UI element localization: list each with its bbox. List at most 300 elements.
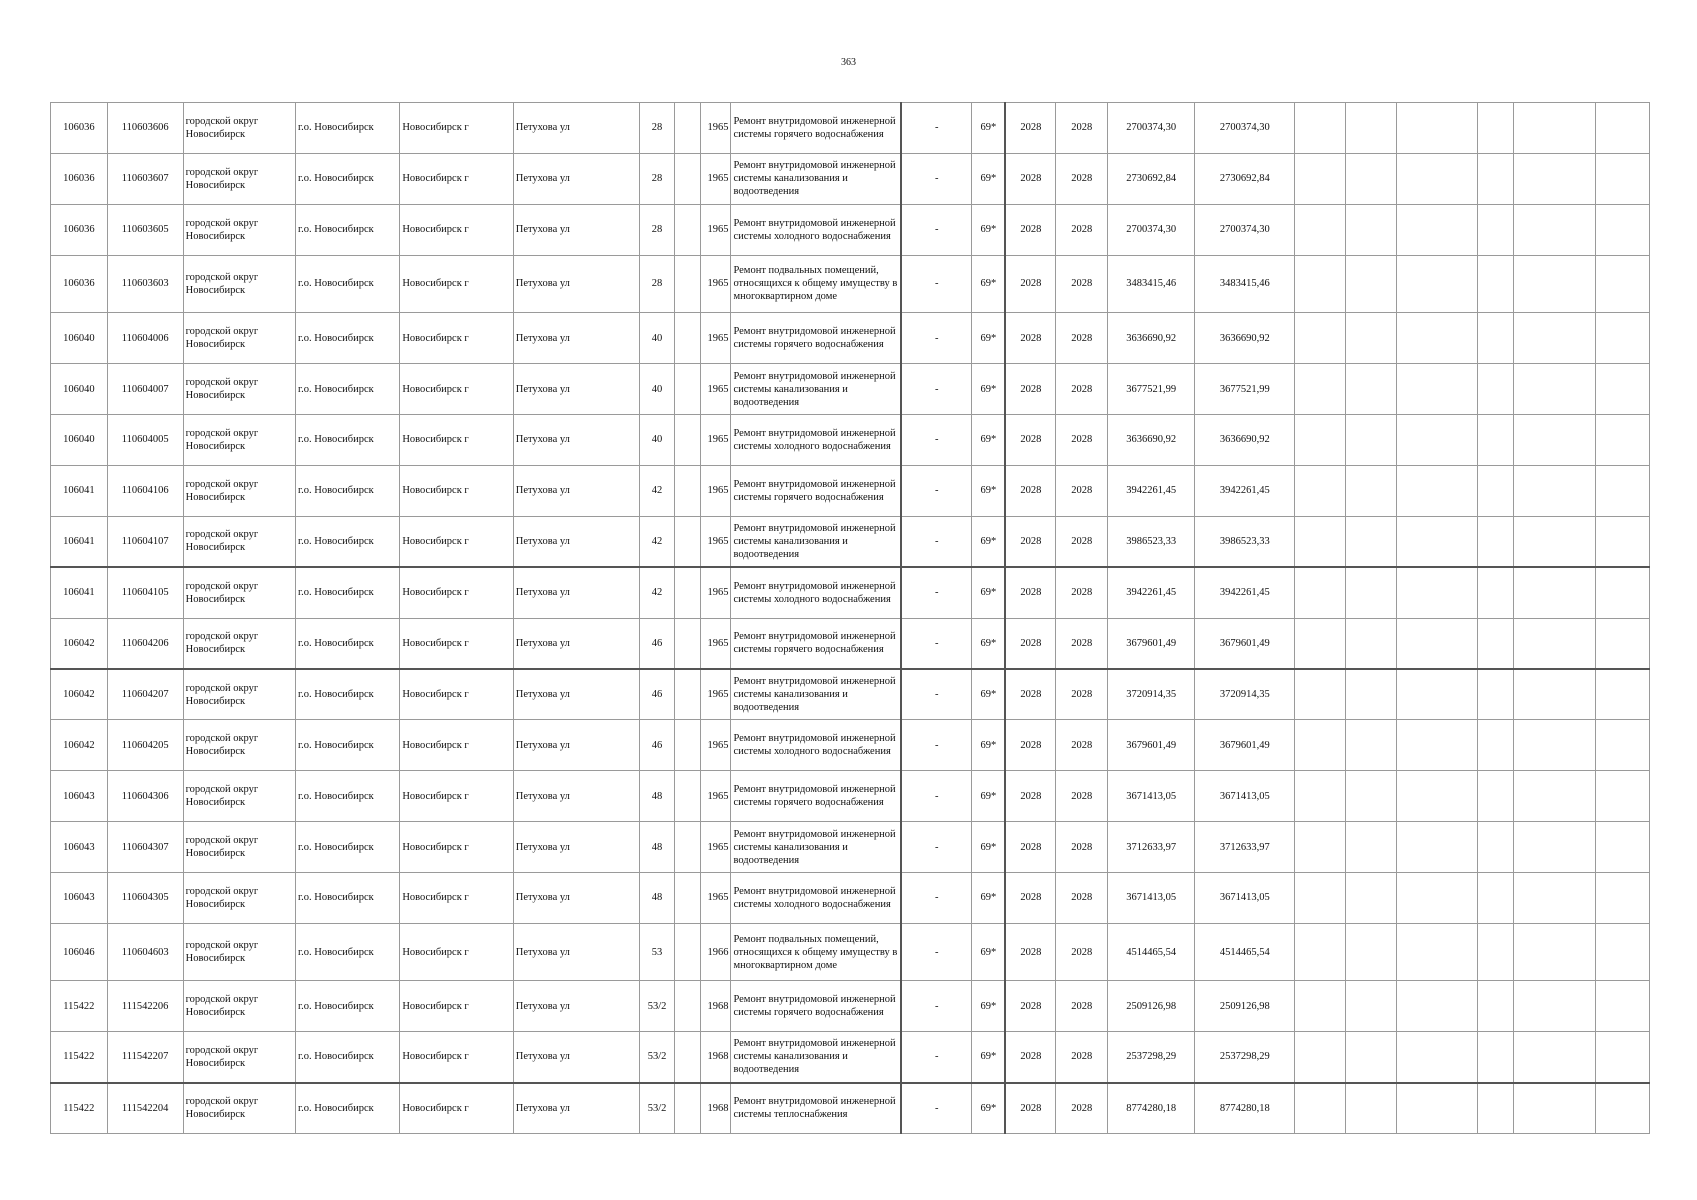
cell-dash: -	[901, 669, 972, 720]
cell-empty	[1477, 1032, 1513, 1083]
cell-year: 1965	[701, 567, 731, 618]
cell-y1: 2028	[1005, 204, 1056, 255]
cell-dash: -	[901, 204, 972, 255]
cell-work: Ремонт внутридомовой инженерной системы холодного водоснабжения	[731, 720, 901, 771]
cell-term: 69*	[972, 103, 1005, 154]
table-row	[51, 414, 1650, 465]
cell-empty	[674, 1032, 700, 1083]
cell-year: 1965	[701, 872, 731, 923]
table-row	[51, 103, 1650, 154]
repair-plan-table	[50, 102, 1650, 1134]
cell-sum2: 2537298,29	[1195, 1032, 1295, 1083]
cell-empty	[674, 720, 700, 771]
cell-code: 110604106	[107, 465, 183, 516]
cell-y2: 2028	[1056, 822, 1108, 873]
cell-empty	[1514, 981, 1596, 1032]
cell-work: Ремонт внутридомовой инженерной системы канализования и водоотведения	[731, 516, 901, 567]
cell-empty	[1514, 153, 1596, 204]
cell-work: Ремонт внутридомовой инженерной системы канализования и водоотведения	[731, 669, 901, 720]
cell-district: городской округ Новосибирск	[183, 1032, 295, 1083]
cell-empty	[1477, 465, 1513, 516]
cell-empty	[1596, 364, 1650, 415]
cell-district: городской округ Новосибирск	[183, 872, 295, 923]
cell-y1: 2028	[1005, 1083, 1056, 1134]
cell-y2: 2028	[1056, 872, 1108, 923]
cell-empty	[1477, 414, 1513, 465]
cell-street: Петухова ул	[513, 364, 640, 415]
cell-y1: 2028	[1005, 822, 1056, 873]
cell-term: 69*	[972, 567, 1005, 618]
table-row	[51, 465, 1650, 516]
cell-empty	[1596, 923, 1650, 981]
cell-empty	[1346, 618, 1397, 669]
cell-sum1: 2730692,84	[1108, 153, 1195, 204]
cell-empty	[1596, 1083, 1650, 1134]
page-number: 363	[841, 57, 856, 68]
cell-empty	[1596, 720, 1650, 771]
cell-year: 1965	[701, 618, 731, 669]
cell-id: 106043	[51, 872, 108, 923]
cell-sum1: 2537298,29	[1108, 1032, 1195, 1083]
cell-empty	[1396, 720, 1477, 771]
cell-empty	[1596, 204, 1650, 255]
cell-sum2: 3942261,45	[1195, 465, 1295, 516]
cell-sum1: 8774280,18	[1108, 1083, 1195, 1134]
cell-district: городской округ Новосибирск	[183, 923, 295, 981]
cell-municipality: г.о. Новосибирск	[296, 255, 400, 313]
cell-empty	[1396, 1032, 1477, 1083]
cell-term: 69*	[972, 822, 1005, 873]
cell-district: городской округ Новосибирск	[183, 414, 295, 465]
table-row	[51, 153, 1650, 204]
cell-empty	[1477, 153, 1513, 204]
cell-municipality: г.о. Новосибирск	[296, 923, 400, 981]
cell-empty	[1396, 414, 1477, 465]
cell-empty	[1346, 822, 1397, 873]
cell-empty	[1514, 204, 1596, 255]
cell-y2: 2028	[1056, 313, 1108, 364]
cell-empty	[1596, 255, 1650, 313]
cell-empty	[674, 822, 700, 873]
cell-sum1: 3671413,05	[1108, 771, 1195, 822]
cell-year: 1968	[701, 1083, 731, 1134]
cell-empty	[1477, 872, 1513, 923]
cell-dash: -	[901, 923, 972, 981]
cell-y1: 2028	[1005, 771, 1056, 822]
cell-empty	[1295, 516, 1346, 567]
cell-empty	[1396, 981, 1477, 1032]
cell-district: городской округ Новосибирск	[183, 771, 295, 822]
cell-code: 111542206	[107, 981, 183, 1032]
cell-work: Ремонт внутридомовой инженерной системы горячего водоснабжения	[731, 465, 901, 516]
cell-work: Ремонт внутридомовой инженерной системы горячего водоснабжения	[731, 313, 901, 364]
table-row	[51, 1032, 1650, 1083]
cell-id: 115422	[51, 1032, 108, 1083]
cell-empty	[1346, 981, 1397, 1032]
cell-code: 110604007	[107, 364, 183, 415]
cell-empty	[1346, 465, 1397, 516]
cell-y2: 2028	[1056, 255, 1108, 313]
cell-city: Новосибирск г	[400, 1032, 513, 1083]
cell-street: Петухова ул	[513, 771, 640, 822]
cell-code: 110603603	[107, 255, 183, 313]
cell-empty	[1396, 771, 1477, 822]
cell-empty	[1514, 720, 1596, 771]
cell-empty	[1295, 1083, 1346, 1134]
cell-sum1: 4514465,54	[1108, 923, 1195, 981]
cell-term: 69*	[972, 1032, 1005, 1083]
cell-empty	[674, 981, 700, 1032]
cell-empty	[1514, 103, 1596, 154]
cell-municipality: г.о. Новосибирск	[296, 872, 400, 923]
cell-empty	[1596, 313, 1650, 364]
cell-y1: 2028	[1005, 720, 1056, 771]
cell-work: Ремонт внутридомовой инженерной системы канализования и водоотведения	[731, 1032, 901, 1083]
cell-y1: 2028	[1005, 567, 1056, 618]
cell-district: городской округ Новосибирск	[183, 364, 295, 415]
cell-sum2: 3671413,05	[1195, 872, 1295, 923]
cell-term: 69*	[972, 720, 1005, 771]
cell-id: 106036	[51, 204, 108, 255]
cell-dash: -	[901, 414, 972, 465]
cell-city: Новосибирск г	[400, 516, 513, 567]
cell-dash: -	[901, 618, 972, 669]
cell-empty	[674, 923, 700, 981]
cell-empty	[674, 204, 700, 255]
cell-empty	[1396, 822, 1477, 873]
cell-sum1: 3986523,33	[1108, 516, 1195, 567]
cell-term: 69*	[972, 153, 1005, 204]
cell-empty	[1514, 364, 1596, 415]
cell-y1: 2028	[1005, 981, 1056, 1032]
table-row	[51, 204, 1650, 255]
cell-dash: -	[901, 364, 972, 415]
cell-municipality: г.о. Новосибирск	[296, 822, 400, 873]
cell-empty	[1295, 981, 1346, 1032]
cell-empty	[1295, 923, 1346, 981]
cell-empty	[1396, 567, 1477, 618]
cell-house: 53/2	[640, 981, 674, 1032]
cell-code: 111542204	[107, 1083, 183, 1134]
cell-empty	[674, 103, 700, 154]
cell-city: Новосибирск г	[400, 414, 513, 465]
cell-empty	[1295, 720, 1346, 771]
cell-term: 69*	[972, 516, 1005, 567]
cell-code: 110604105	[107, 567, 183, 618]
cell-term: 69*	[972, 872, 1005, 923]
cell-district: городской округ Новосибирск	[183, 618, 295, 669]
cell-y2: 2028	[1056, 771, 1108, 822]
cell-id: 106042	[51, 618, 108, 669]
cell-city: Новосибирск г	[400, 465, 513, 516]
cell-district: городской округ Новосибирск	[183, 1083, 295, 1134]
cell-empty	[1477, 103, 1513, 154]
cell-city: Новосибирск г	[400, 771, 513, 822]
cell-sum2: 3942261,45	[1195, 567, 1295, 618]
table-row	[51, 669, 1650, 720]
cell-empty	[674, 255, 700, 313]
cell-empty	[1477, 516, 1513, 567]
cell-empty	[1346, 103, 1397, 154]
cell-municipality: г.о. Новосибирск	[296, 618, 400, 669]
cell-municipality: г.о. Новосибирск	[296, 669, 400, 720]
cell-street: Петухова ул	[513, 103, 640, 154]
cell-municipality: г.о. Новосибирск	[296, 516, 400, 567]
cell-code: 110604107	[107, 516, 183, 567]
cell-empty	[1477, 771, 1513, 822]
cell-dash: -	[901, 981, 972, 1032]
cell-y1: 2028	[1005, 255, 1056, 313]
cell-municipality: г.о. Новосибирск	[296, 103, 400, 154]
cell-district: городской округ Новосибирск	[183, 516, 295, 567]
cell-empty	[1346, 771, 1397, 822]
cell-y1: 2028	[1005, 618, 1056, 669]
cell-empty	[1295, 313, 1346, 364]
cell-dash: -	[901, 720, 972, 771]
cell-empty	[1295, 669, 1346, 720]
cell-empty	[1346, 567, 1397, 618]
cell-year: 1965	[701, 204, 731, 255]
cell-street: Петухова ул	[513, 720, 640, 771]
cell-empty	[1596, 516, 1650, 567]
cell-term: 69*	[972, 204, 1005, 255]
cell-empty	[1346, 872, 1397, 923]
cell-work: Ремонт внутридомовой инженерной системы канализования и водоотведения	[731, 364, 901, 415]
cell-empty	[1514, 516, 1596, 567]
cell-house: 46	[640, 669, 674, 720]
cell-empty	[1477, 567, 1513, 618]
cell-empty	[1396, 204, 1477, 255]
cell-empty	[1596, 465, 1650, 516]
cell-empty	[1596, 771, 1650, 822]
table-row	[51, 364, 1650, 415]
cell-empty	[1596, 1032, 1650, 1083]
cell-house: 42	[640, 465, 674, 516]
cell-empty	[1477, 255, 1513, 313]
cell-house: 28	[640, 103, 674, 154]
cell-district: городской округ Новосибирск	[183, 465, 295, 516]
cell-year: 1968	[701, 1032, 731, 1083]
cell-id: 106040	[51, 414, 108, 465]
cell-term: 69*	[972, 669, 1005, 720]
table-row	[51, 872, 1650, 923]
cell-year: 1965	[701, 516, 731, 567]
cell-term: 69*	[972, 255, 1005, 313]
cell-id: 106040	[51, 364, 108, 415]
cell-street: Петухова ул	[513, 1032, 640, 1083]
cell-year: 1965	[701, 414, 731, 465]
cell-house: 48	[640, 771, 674, 822]
table-row	[51, 618, 1650, 669]
cell-empty	[674, 872, 700, 923]
cell-city: Новосибирск г	[400, 981, 513, 1032]
cell-city: Новосибирск г	[400, 923, 513, 981]
cell-city: Новосибирск г	[400, 669, 513, 720]
cell-sum2: 3712633,97	[1195, 822, 1295, 873]
cell-empty	[1596, 822, 1650, 873]
cell-work: Ремонт подвальных помещений, относящихся к общему имуществу в многоквартирном доме	[731, 923, 901, 981]
cell-sum1: 2509126,98	[1108, 981, 1195, 1032]
cell-year: 1965	[701, 255, 731, 313]
cell-y1: 2028	[1005, 923, 1056, 981]
cell-id: 106040	[51, 313, 108, 364]
table-row	[51, 516, 1650, 567]
cell-empty	[1396, 669, 1477, 720]
cell-year: 1965	[701, 771, 731, 822]
cell-district: городской округ Новосибирск	[183, 255, 295, 313]
cell-house: 40	[640, 364, 674, 415]
cell-city: Новосибирск г	[400, 720, 513, 771]
cell-street: Петухова ул	[513, 204, 640, 255]
cell-street: Петухова ул	[513, 567, 640, 618]
cell-id: 106043	[51, 771, 108, 822]
cell-year: 1966	[701, 923, 731, 981]
cell-house: 48	[640, 822, 674, 873]
cell-sum2: 2700374,30	[1195, 204, 1295, 255]
cell-district: городской округ Новосибирск	[183, 103, 295, 154]
cell-house: 28	[640, 204, 674, 255]
cell-y2: 2028	[1056, 1032, 1108, 1083]
cell-code: 110604305	[107, 872, 183, 923]
cell-house: 53/2	[640, 1083, 674, 1134]
cell-sum2: 8774280,18	[1195, 1083, 1295, 1134]
cell-empty	[1295, 153, 1346, 204]
cell-empty	[1514, 1083, 1596, 1134]
cell-dash: -	[901, 822, 972, 873]
cell-y2: 2028	[1056, 153, 1108, 204]
cell-id: 106041	[51, 465, 108, 516]
cell-municipality: г.о. Новосибирск	[296, 414, 400, 465]
table-row	[51, 313, 1650, 364]
cell-y2: 2028	[1056, 1083, 1108, 1134]
cell-district: городской округ Новосибирск	[183, 313, 295, 364]
cell-code: 110604603	[107, 923, 183, 981]
cell-empty	[1477, 981, 1513, 1032]
cell-id: 106046	[51, 923, 108, 981]
table-row	[51, 255, 1650, 313]
cell-street: Петухова ул	[513, 465, 640, 516]
cell-id: 106043	[51, 822, 108, 873]
cell-work: Ремонт внутридомовой инженерной системы горячего водоснабжения	[731, 103, 901, 154]
cell-sum1: 3942261,45	[1108, 465, 1195, 516]
cell-street: Петухова ул	[513, 618, 640, 669]
cell-sum2: 3677521,99	[1195, 364, 1295, 415]
cell-municipality: г.о. Новосибирск	[296, 981, 400, 1032]
cell-empty	[674, 364, 700, 415]
cell-city: Новосибирск г	[400, 313, 513, 364]
cell-empty	[1295, 103, 1346, 154]
cell-sum2: 3671413,05	[1195, 771, 1295, 822]
cell-empty	[1596, 669, 1650, 720]
cell-sum1: 3679601,49	[1108, 618, 1195, 669]
cell-empty	[1396, 103, 1477, 154]
cell-sum1: 2700374,30	[1108, 103, 1195, 154]
cell-empty	[1514, 414, 1596, 465]
cell-city: Новосибирск г	[400, 872, 513, 923]
cell-dash: -	[901, 872, 972, 923]
cell-house: 53	[640, 923, 674, 981]
cell-empty	[1295, 618, 1346, 669]
cell-street: Петухова ул	[513, 669, 640, 720]
cell-street: Петухова ул	[513, 516, 640, 567]
cell-sum1: 3671413,05	[1108, 872, 1195, 923]
cell-dash: -	[901, 516, 972, 567]
cell-empty	[674, 567, 700, 618]
cell-empty	[1295, 872, 1346, 923]
cell-municipality: г.о. Новосибирск	[296, 771, 400, 822]
cell-city: Новосибирск г	[400, 364, 513, 415]
cell-y1: 2028	[1005, 516, 1056, 567]
cell-empty	[1477, 822, 1513, 873]
cell-term: 69*	[972, 364, 1005, 415]
cell-id: 106042	[51, 669, 108, 720]
cell-empty	[1514, 872, 1596, 923]
cell-sum1: 3483415,46	[1108, 255, 1195, 313]
cell-year: 1965	[701, 103, 731, 154]
cell-y2: 2028	[1056, 516, 1108, 567]
cell-district: городской округ Новосибирск	[183, 567, 295, 618]
cell-empty	[1396, 465, 1477, 516]
cell-code: 110604207	[107, 669, 183, 720]
cell-empty	[1477, 364, 1513, 415]
cell-sum2: 4514465,54	[1195, 923, 1295, 981]
cell-house: 42	[640, 516, 674, 567]
cell-sum1: 3712633,97	[1108, 822, 1195, 873]
cell-empty	[1396, 255, 1477, 313]
cell-empty	[1396, 618, 1477, 669]
cell-empty	[1477, 204, 1513, 255]
cell-dash: -	[901, 313, 972, 364]
cell-sum2: 2700374,30	[1195, 103, 1295, 154]
cell-empty	[1295, 465, 1346, 516]
table-row	[51, 822, 1650, 873]
cell-empty	[1596, 567, 1650, 618]
cell-district: городской округ Новосибирск	[183, 153, 295, 204]
cell-work: Ремонт внутридомовой инженерной системы холодного водоснабжения	[731, 204, 901, 255]
cell-id: 106036	[51, 103, 108, 154]
cell-street: Петухова ул	[513, 255, 640, 313]
cell-id: 106036	[51, 255, 108, 313]
cell-sum1: 3720914,35	[1108, 669, 1195, 720]
cell-empty	[1346, 923, 1397, 981]
cell-house: 40	[640, 414, 674, 465]
cell-sum1: 3636690,92	[1108, 313, 1195, 364]
cell-empty	[1346, 720, 1397, 771]
cell-work: Ремонт внутридомовой инженерной системы холодного водоснабжения	[731, 872, 901, 923]
cell-dash: -	[901, 771, 972, 822]
cell-street: Петухова ул	[513, 981, 640, 1032]
cell-empty	[1514, 465, 1596, 516]
cell-empty	[1477, 618, 1513, 669]
cell-empty	[1396, 872, 1477, 923]
cell-sum1: 3942261,45	[1108, 567, 1195, 618]
cell-dash: -	[901, 255, 972, 313]
cell-sum2: 3679601,49	[1195, 720, 1295, 771]
cell-empty	[674, 153, 700, 204]
cell-dash: -	[901, 1083, 972, 1134]
cell-dash: -	[901, 1032, 972, 1083]
cell-term: 69*	[972, 313, 1005, 364]
cell-id: 106036	[51, 153, 108, 204]
cell-work: Ремонт внутридомовой инженерной системы горячего водоснабжения	[731, 618, 901, 669]
cell-street: Петухова ул	[513, 923, 640, 981]
cell-municipality: г.о. Новосибирск	[296, 1032, 400, 1083]
cell-empty	[1346, 204, 1397, 255]
cell-y1: 2028	[1005, 669, 1056, 720]
cell-y1: 2028	[1005, 103, 1056, 154]
cell-empty	[1477, 720, 1513, 771]
table-row	[51, 923, 1650, 981]
